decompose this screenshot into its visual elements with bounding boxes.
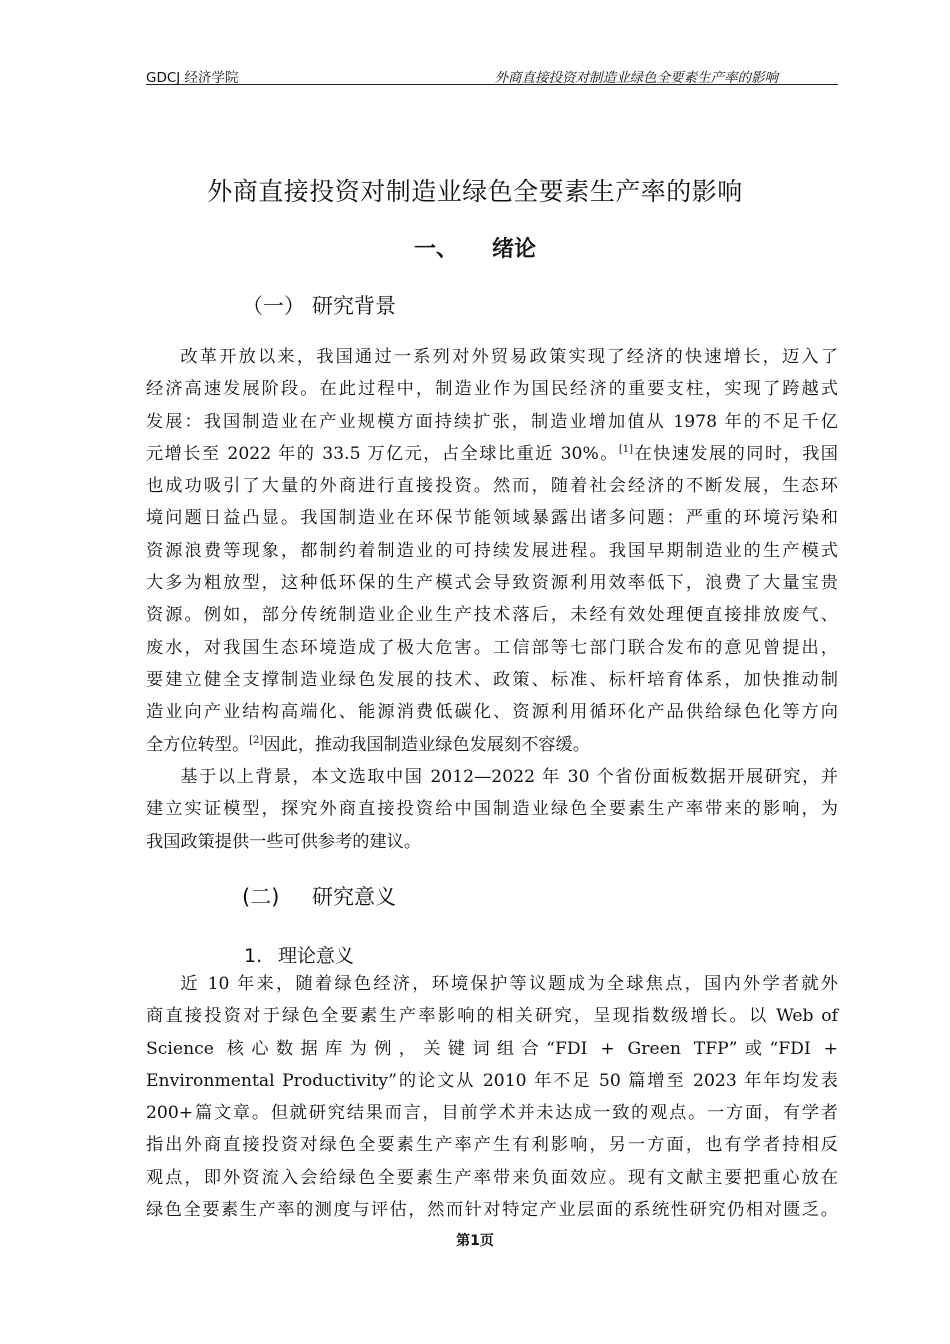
- page-number: 第1页: [456, 1233, 494, 1249]
- subsection-label: 研究背景: [312, 294, 396, 318]
- text-line: 经济高速发展阶段。在此过程中，制造业作为国民经济的重要支柱，实现了跨越式: [146, 379, 838, 400]
- page-header: [146, 66, 838, 86]
- text-line: [146, 438, 838, 470]
- text-line: 境问题日益凸显。我国制造业在环保节能领域暴露出诸多问题：严重的环境污染和: [146, 508, 838, 529]
- text-line: 我国政策提供一些可供参考的建议。: [146, 831, 422, 852]
- text-line: 废水，对我国生态环境造成了极大危害。工信部等七部门联合发布的意见曾提出，: [146, 637, 838, 658]
- text-line: 基于以上背景，本文选取中国 2012—2022 年 30 个省份面板数据开展研究，并: [180, 767, 838, 787]
- sub-subsection-label: 理论意义: [278, 945, 355, 967]
- section-label: 绪论: [492, 237, 537, 262]
- subsection-label: 研究意义: [312, 885, 396, 909]
- subsection-number: (二): [242, 885, 280, 909]
- text-line: 资源浪费等现象，都制约着制造业的可持续发展进程。我国早期制造业的生产模式: [146, 540, 838, 561]
- text-line: 发展：我国制造业在产业规模方面持续扩张，制造业增加值从 1978 年的不足千亿: [146, 411, 838, 432]
- text-line: 资源。例如，部分传统制造业企业生产技术落后，未经有效处理便直接排放废气、: [146, 605, 838, 626]
- section-number: 一、: [413, 237, 458, 262]
- text-line: Science 核心数据库为例，关键词组合“FDI + Green TFP”或“FDI +: [146, 1038, 838, 1059]
- text-line: 200+篇文章。但就研究结果而言，目前学术并未达成一致的观点。一方面，有学者: [146, 1103, 838, 1124]
- text-line: 也成功吸引了大量的外商进行直接投资。然而，随着社会经济的不断发展，生态环: [146, 476, 838, 497]
- text-fragment: 因此，推动我国制造业绿色发展刻不容缓。: [263, 734, 590, 755]
- text-line: 要建立健全支撑制造业绿色发展的技术、政策、标准、标杆培育体系，加快推动制: [146, 669, 838, 690]
- text-fragment: 全方位转型。: [146, 734, 250, 755]
- header-rule: [146, 84, 838, 85]
- citation-1: [1]: [618, 443, 634, 455]
- text-line: 建立实证模型，探究外商直接投资给中国制造业绿色全要素生产率带来的影响，为: [146, 799, 838, 820]
- subsection-heading-background: [242, 290, 396, 320]
- text-line: 指出外商直接投资对绿色全要素生产率产生有利影响，另一方面，也有学者持相反: [146, 1135, 838, 1156]
- text-fragment: 元增长至 2022 年的 33.5 万亿元，占全球比重近 30%。: [146, 443, 619, 464]
- paragraph-theory: [146, 968, 838, 1226]
- text-line: 大多为粗放型，这种低环保的生产模式会导致资源利用效率低下，浪费了大量宝贵: [146, 573, 838, 594]
- text-fragment: 在快速发展的同时，我国: [633, 443, 838, 464]
- text-line: Environmental Productivity”的论文从 2010 年不足 50 篇增至 2023 年年均发表: [146, 1070, 838, 1091]
- header-left-text: GDCJ 经济学院: [146, 70, 239, 86]
- subsection-heading-significance: [242, 881, 396, 911]
- paragraph-background: [146, 341, 838, 761]
- text-line: 近 10 年来，随着绿色经济，环境保护等议题成为全球焦点，国内外学者就外: [180, 974, 838, 994]
- text-line: 绿色全要素生产率的测度与评估，然而针对特定产业层面的系统性研究仍相对匮乏。: [146, 1200, 838, 1221]
- text-line: 商直接投资对于绿色全要素生产率影响的相关研究，呈现指数级增长。以 Web of: [146, 1006, 838, 1027]
- text-line: [146, 729, 838, 761]
- section-heading-1: [0, 232, 950, 263]
- sub-subsection-number: 1.: [244, 945, 263, 967]
- text-line: 改革开放以来，我国通过一系列对外贸易政策实现了经济的快速增长，迈入了: [180, 347, 838, 367]
- text-line: 观点，即外资流入会给绿色全要素生产率带来负面效应。现有文献主要把重心放在: [146, 1167, 838, 1188]
- header-right-text: 外商直接投资对制造业绿色全要素生产率的影响: [494, 70, 778, 86]
- citation-2: [2]: [249, 734, 264, 746]
- text-line: 造业向产业结构高端化、能源消费低碳化、资源利用循环化产品供给绿色化等方向: [146, 702, 838, 723]
- document-title: 外商直接投资对制造业绿色全要素生产率的影响: [207, 177, 743, 206]
- subsection-number: （一）: [242, 294, 305, 318]
- paragraph-scope: [146, 761, 838, 858]
- sub-subsection-heading-theory: [244, 941, 354, 968]
